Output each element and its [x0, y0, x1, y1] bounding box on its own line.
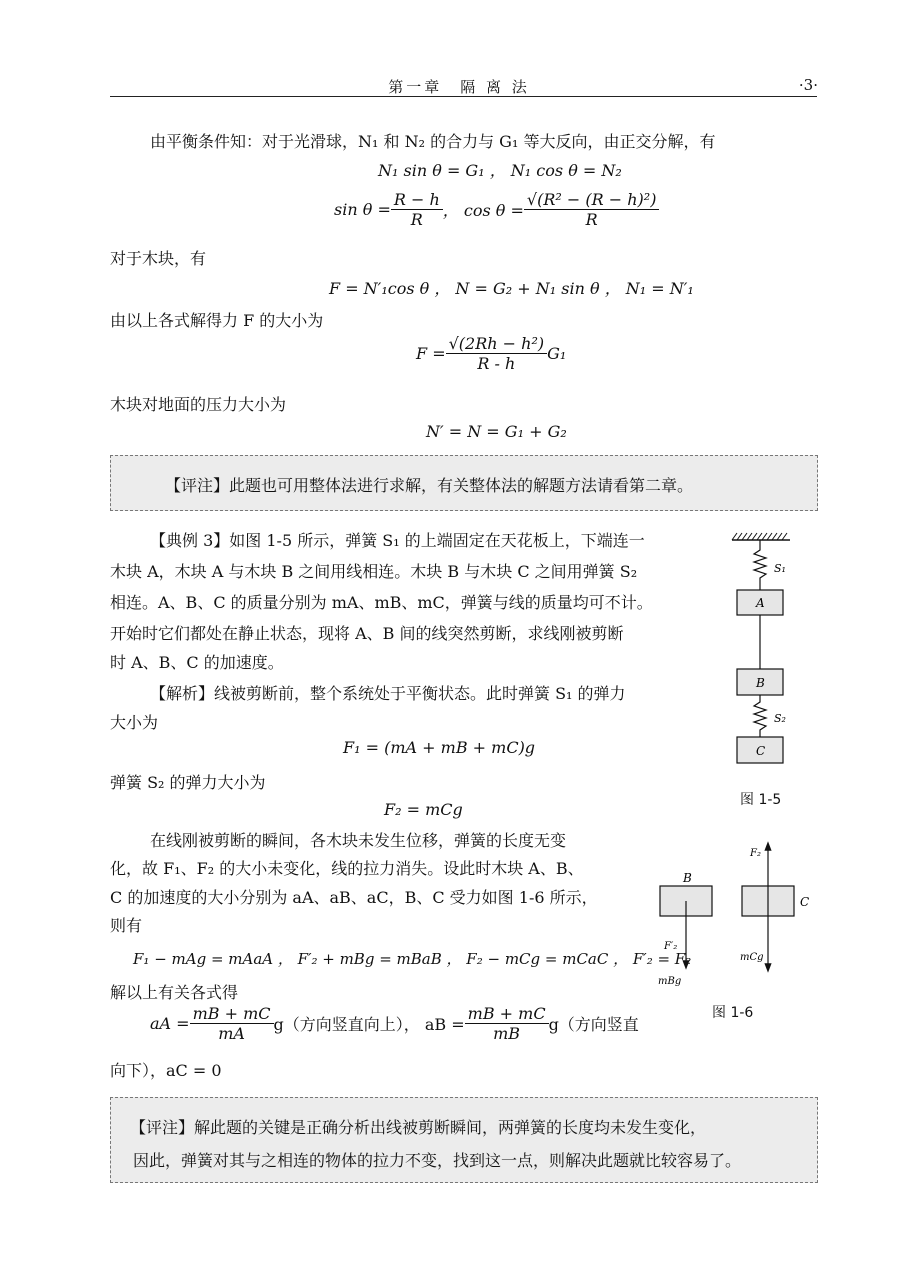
example-line-2: 木块 A，木块 A 与木块 B 之间用线相连。木块 B 与木块 C 之间用弹簧 S₂	[110, 562, 638, 581]
equation-5: N′ = N = G₁ + G₂	[426, 422, 567, 441]
example-line-1: 【典例 3】如图 1-5 所示，弹簧 S₁ 的上端固定在天花板上，下端连一	[150, 531, 645, 550]
analysis-line-8: 解以上有关各式得	[110, 983, 239, 1002]
eq2-num1: R − h	[391, 190, 443, 210]
analysis-line-6: C 的加速度的大小分别为 aA、aB、aC，B、C 受力如图 1-6 所示，	[110, 888, 598, 907]
paragraph-pressure: 木块对地面的压力大小为	[110, 395, 287, 414]
eq2-den1: R	[410, 210, 423, 229]
label-s2: S₂	[774, 712, 786, 725]
eq9-frac2	[465, 1004, 549, 1043]
page-number: ·3·	[798, 76, 818, 94]
note-2-line-2: 因此，弹簧对其与之相连的物体的拉力不变，找到这一点，则解决此题就比较容易了。	[133, 1151, 742, 1170]
equation-3: F = N′₁cos θ ， N = G₂ + N₁ sin θ ， N₁ = N′₁	[329, 279, 694, 298]
equation-7: F₂ = mCg	[384, 800, 463, 819]
equation-2	[334, 190, 659, 229]
equation-4	[416, 334, 566, 373]
paragraph-block: 对于木块，有	[110, 249, 207, 268]
eq9-b: g（方向竖直向上）， aB =	[273, 1015, 465, 1034]
header-rule	[110, 96, 817, 97]
eq9-den1: mA	[218, 1024, 245, 1043]
figure-1-6-caption: 图 1-6	[712, 1005, 754, 1021]
ceiling	[732, 533, 790, 540]
fbd-label-f2: F₂	[750, 848, 761, 859]
eq4-frac	[446, 334, 548, 373]
eq4-den: R - h	[477, 354, 516, 373]
note-1-text: 【评注】此题也可用整体法进行求解，有关整体法的解题方法请看第二章。	[165, 476, 694, 495]
analysis-line-4: 在线刚被剪断的瞬间，各木块未发生位移，弹簧的长度无变	[150, 831, 567, 850]
example-line-4: 开始时它们都处在静止状态，现将 A、B 间的线突然剪断，求线刚被剪断	[110, 624, 624, 643]
fbd-label-c: C	[800, 895, 810, 909]
equation-8: F₁ − mAg = mAaA ， F′₂ + mBg = mBaB ， F₂ − mCg = mCaC ， F′₂ = F₂	[133, 950, 692, 968]
eq9-frac1	[190, 1004, 274, 1043]
eq2-den2: R	[585, 210, 598, 229]
eq9-num1: mB + mC	[190, 1004, 274, 1024]
analysis-line-3: 弹簧 S₂ 的弹力大小为	[110, 773, 266, 792]
eq9-a: aA =	[150, 1014, 190, 1033]
spring-s1	[754, 540, 766, 590]
eq9-den2: mB	[493, 1024, 521, 1043]
analysis-line-7: 则有	[110, 916, 143, 935]
equation-9	[150, 1004, 639, 1043]
eq2-left: sin θ =	[334, 200, 391, 219]
analysis-line-2: 大小为	[110, 713, 159, 732]
eq4-num: √(2Rh − h²)	[446, 334, 548, 354]
figure-1-5-caption: 图 1-5	[740, 792, 782, 808]
label-a: A	[756, 596, 765, 610]
eq9-c: g（方向竖直	[548, 1015, 639, 1034]
example-line-3: 相连。A、B、C 的质量分别为 mA、mB、mC，弹簧与线的质量均可不计。	[110, 593, 653, 612]
example-line-5: 时 A、B、C 的加速度。	[110, 653, 284, 672]
analysis-line-1: 【解析】线被剪断前，整个系统处于平衡状态。此时弹簧 S₁ 的弹力	[150, 684, 626, 703]
eq2-num2: √(R² − (R − h)²)	[524, 190, 660, 210]
eq4-left: F =	[416, 344, 446, 363]
note-2-line-1: 【评注】解此题的关键是正确分析出线被剪断瞬间，两弹簧的长度均未发生变化，	[130, 1118, 707, 1137]
paragraph-solve: 由以上各式解得力 F 的大小为	[110, 311, 324, 330]
equation-1: N₁ sin θ = G₁ ， N₁ cos θ = N₂	[378, 161, 622, 180]
paragraph-balance: 由平衡条件知：对于光滑球，N₁ 和 N₂ 的合力与 G₁ 等大反向，由正交分解，有	[150, 132, 716, 151]
spring-s2	[754, 695, 766, 737]
figure-1-5	[722, 530, 812, 770]
eq2-mid: ， cos θ =	[442, 201, 524, 220]
eq9-num2: mB + mC	[465, 1004, 549, 1024]
label-b: B	[756, 676, 765, 690]
equation-6: F₁ = (mA + mB + mC)g	[343, 738, 536, 757]
eq4-right: G₁	[547, 344, 567, 363]
eq2-frac1	[391, 190, 443, 229]
analysis-line-5: 化，故 F₁、F₂ 的大小未变化，线的拉力消失。设此时木块 A、B、	[110, 859, 584, 878]
label-c: C	[756, 744, 766, 758]
eq2-frac2	[524, 190, 660, 229]
label-s1: S₁	[774, 562, 786, 575]
chapter-title: 第一章 隔 离 法	[388, 78, 530, 96]
fbd-label-f2p: F′₂	[664, 941, 678, 952]
fbd-label-b: B	[683, 871, 692, 885]
fbd-label-mbg: mBg	[658, 976, 682, 987]
figure-1-6	[650, 838, 820, 998]
analysis-line-9: 向下），aC = 0	[110, 1061, 222, 1080]
fbd-label-mcg: mCg	[740, 952, 764, 963]
